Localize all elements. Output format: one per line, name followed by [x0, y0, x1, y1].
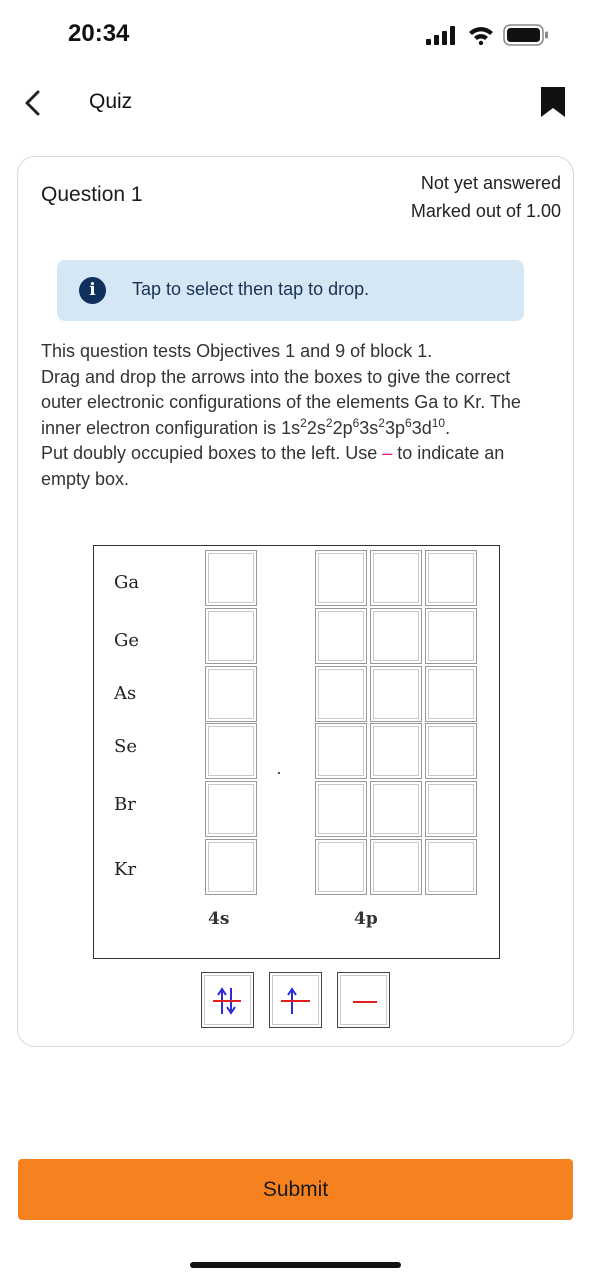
question-instruction [41, 365, 551, 442]
drop-box-as-4p-3[interactable] [425, 666, 477, 722]
drop-box-kr-4p-1[interactable] [315, 839, 367, 895]
drop-box-kr-4s[interactable] [205, 839, 257, 895]
drop-box-br-4p-3[interactable] [425, 781, 477, 837]
wifi-icon [468, 25, 494, 45]
submit-button[interactable]: Submit [18, 1159, 573, 1220]
drop-box-se-4p-2[interactable] [370, 723, 422, 779]
dash-symbol: – [382, 443, 393, 463]
drag-item-paired-arrows[interactable] [201, 972, 254, 1028]
stray-dot [278, 772, 280, 774]
back-button[interactable] [18, 84, 52, 122]
inner-config: $1s^22s^22p^63s^23p^63d^{10}$. [281, 415, 451, 438]
question-text [41, 339, 551, 492]
drop-box-as-4p-1[interactable] [315, 666, 367, 722]
instruction-text: Drag and drop the arrows into the boxes to give the correct outer electronic configurations of the elements Ga to Kr. The inner electron configuration is [41, 366, 521, 438]
home-indicator [190, 1262, 401, 1268]
drag-item-single-arrow[interactable] [269, 972, 322, 1028]
drop-box-ga-4p-2[interactable] [370, 550, 422, 606]
drag-item-empty-dash[interactable] [337, 972, 390, 1028]
question-card [17, 156, 574, 1047]
drop-box-se-4s[interactable] [205, 723, 257, 779]
drop-box-br-4s[interactable] [205, 781, 257, 837]
drop-box-ge-4p-3[interactable] [425, 608, 477, 664]
orbital-label-4p: 4p [354, 909, 378, 929]
drop-box-ga-4s[interactable] [205, 550, 257, 606]
drop-box-br-4p-2[interactable] [370, 781, 422, 837]
drop-box-ga-4p-3[interactable] [425, 550, 477, 606]
question-number: Question 1 [41, 183, 143, 206]
element-label-as: As [114, 683, 137, 704]
paired-arrows-icon [202, 973, 255, 1029]
question-intro: This question tests Objectives 1 and 9 of block 1. [41, 341, 433, 361]
info-box [57, 260, 524, 321]
page-title: Quiz [89, 90, 133, 113]
element-label-kr: Kr [114, 859, 137, 880]
drop-box-as-4s[interactable] [205, 666, 257, 722]
orbital-label-4s: 4s [208, 909, 230, 929]
question-marks: Marked out of 1.00 [410, 201, 561, 221]
dash-icon [338, 973, 391, 1029]
chevron-left-icon [18, 84, 52, 122]
orbital-diagram [93, 545, 500, 959]
info-text: Tap to select then tap to drop. [132, 279, 370, 299]
drop-box-as-4p-2[interactable] [370, 666, 422, 722]
drop-box-br-4p-1[interactable] [315, 781, 367, 837]
question-status [411, 169, 561, 225]
drop-box-ge-4s[interactable] [205, 608, 257, 664]
status-time: 20:34 [68, 20, 130, 47]
drop-box-kr-4p-3[interactable] [425, 839, 477, 895]
question-empty-box-hint: Put doubly occupied boxes to the left. Use – to indicate an empty box. [41, 443, 505, 489]
signal-icon [426, 26, 456, 46]
top-bar [0, 78, 591, 128]
status-bar [0, 0, 591, 70]
drop-box-kr-4p-2[interactable] [370, 839, 422, 895]
answer-state: Not yet answered [420, 173, 561, 193]
drop-box-ge-4p-2[interactable] [370, 608, 422, 664]
info-icon: i [79, 277, 106, 304]
element-label-se: Se [114, 736, 137, 757]
bookmark-icon [538, 84, 568, 120]
element-label-br: Br [114, 794, 136, 815]
drop-box-se-4p-1[interactable] [315, 723, 367, 779]
battery-icon [503, 24, 549, 46]
element-label-ga: Ga [114, 572, 140, 593]
single-arrow-icon [270, 973, 323, 1029]
drop-box-ge-4p-1[interactable] [315, 608, 367, 664]
element-label-ge: Ge [114, 630, 140, 651]
drop-box-se-4p-3[interactable] [425, 723, 477, 779]
drop-box-ga-4p-1[interactable] [315, 550, 367, 606]
bookmark-button[interactable] [538, 84, 568, 120]
